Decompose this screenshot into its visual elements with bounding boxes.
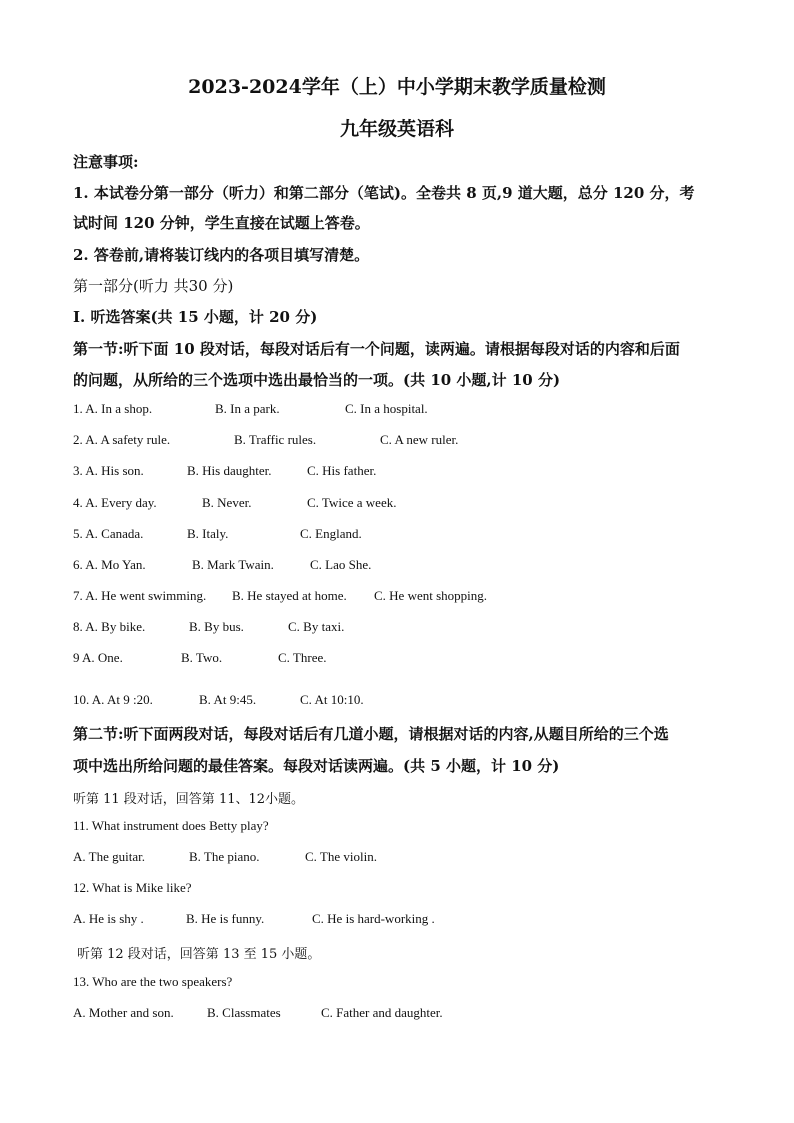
option-c: C. Three. xyxy=(278,650,327,665)
option-c: C. The violin. xyxy=(305,849,377,864)
option-a: 6. A. Mo Yan. xyxy=(73,557,146,572)
notes-heading: 注意事项: xyxy=(73,153,139,171)
option-c: C. Father and daughter. xyxy=(321,1005,443,1020)
dialog-11-instruction: 听第 11 段对话，回答第 11、12小题。 xyxy=(73,792,305,807)
option-c: C. England. xyxy=(300,526,362,541)
option-a: 4. A. Every day. xyxy=(73,495,157,510)
option-c: C. A new ruler. xyxy=(380,432,459,447)
option-b: B. Never. xyxy=(202,495,252,510)
option-c: C. In a hospital. xyxy=(345,401,428,416)
notes-line-1b: 试时间 120 分钟，学生直接在试题上答卷。 xyxy=(73,214,370,232)
option-b: B. The piano. xyxy=(189,849,260,864)
section1-instructions-b: 的问题，从所给的三个选项中选出最恰当的一项。(共 10 小题,计 10 分) xyxy=(73,371,561,389)
notes-line-2: 2. 答卷前,请将装订线内的各项目填写清楚。 xyxy=(73,246,370,264)
option-b: B. Classmates xyxy=(207,1005,281,1020)
option-a: 10. A. At 9 :20. xyxy=(73,692,153,707)
option-c: C. Lao She. xyxy=(310,557,372,572)
section2-instructions-b: 项中选出所给问题的最佳答案。每段对话读两遍。(共 5 小题，计 10 分) xyxy=(73,757,560,775)
section1-instructions-a: 第一节:听下面 10 段对话，每段对话后有一个问题，读两遍。请根据每段对话的内容和后面 xyxy=(73,340,680,358)
option-b: B. His daughter. xyxy=(187,463,272,478)
option-b: B. He is funny. xyxy=(186,911,265,926)
option-c: C. At 10:10. xyxy=(300,692,364,707)
option-b: B. Italy. xyxy=(187,526,229,541)
section-i-heading: I. 听选答案(共 15 小题，计 20 分) xyxy=(73,308,318,326)
option-c: C. By taxi. xyxy=(288,619,345,634)
option-b: B. Traffic rules. xyxy=(234,432,317,447)
option-a: 9 A. One. xyxy=(73,650,123,665)
option-b: B. At 9:45. xyxy=(199,692,257,707)
option-a: 5. A. Canada. xyxy=(73,526,144,541)
part1-heading: 第一部分(听力 共30 分) xyxy=(73,277,234,295)
option-a: A. He is shy . xyxy=(73,911,144,926)
option-c: C. Twice a week. xyxy=(307,495,397,510)
option-a: 7. A. He went swimming. xyxy=(73,588,207,603)
dialog-12-instruction: 听第 12 段对话，回答第 13 至 15 小题。 xyxy=(77,947,321,962)
option-b: B. He stayed at home. xyxy=(232,588,347,603)
option-a: A. The guitar. xyxy=(73,849,145,864)
page-title: 2023-2024学年（上）中小学期末教学质量检测 xyxy=(188,76,606,98)
option-b: B. By bus. xyxy=(189,619,244,634)
question-12: 12. What is Mike like? xyxy=(73,880,192,895)
option-a: 8. A. By bike. xyxy=(73,619,146,634)
page-subtitle: 九年级英语科 xyxy=(339,118,454,140)
option-b: B. Mark Twain. xyxy=(192,557,274,572)
option-a: 2. A. A safety rule. xyxy=(73,432,171,447)
option-c: C. His father. xyxy=(307,463,377,478)
option-c: C. He went shopping. xyxy=(374,588,488,603)
option-a: A. Mother and son. xyxy=(73,1005,174,1020)
option-b: B. Two. xyxy=(181,650,223,665)
option-a: 3. A. His son. xyxy=(73,463,144,478)
section2-instructions-a: 第二节:听下面两段对话，每段对话后有几道小题，请根据对话的内容,从题目所给的三个选 xyxy=(73,725,669,743)
question-11: 11. What instrument does Betty play? xyxy=(73,818,269,833)
option-b: B. In a park. xyxy=(215,401,280,416)
option-c: C. He is hard-working . xyxy=(312,911,435,926)
question-13: 13. Who are the two speakers? xyxy=(73,974,233,989)
notes-line-1a: 1. 本试卷分第一部分（听力）和第二部分（笔试)。全卷共 8 页,9 道大题，总分 120 分，考 xyxy=(73,184,695,202)
option-a: 1. A. In a shop. xyxy=(73,401,153,416)
